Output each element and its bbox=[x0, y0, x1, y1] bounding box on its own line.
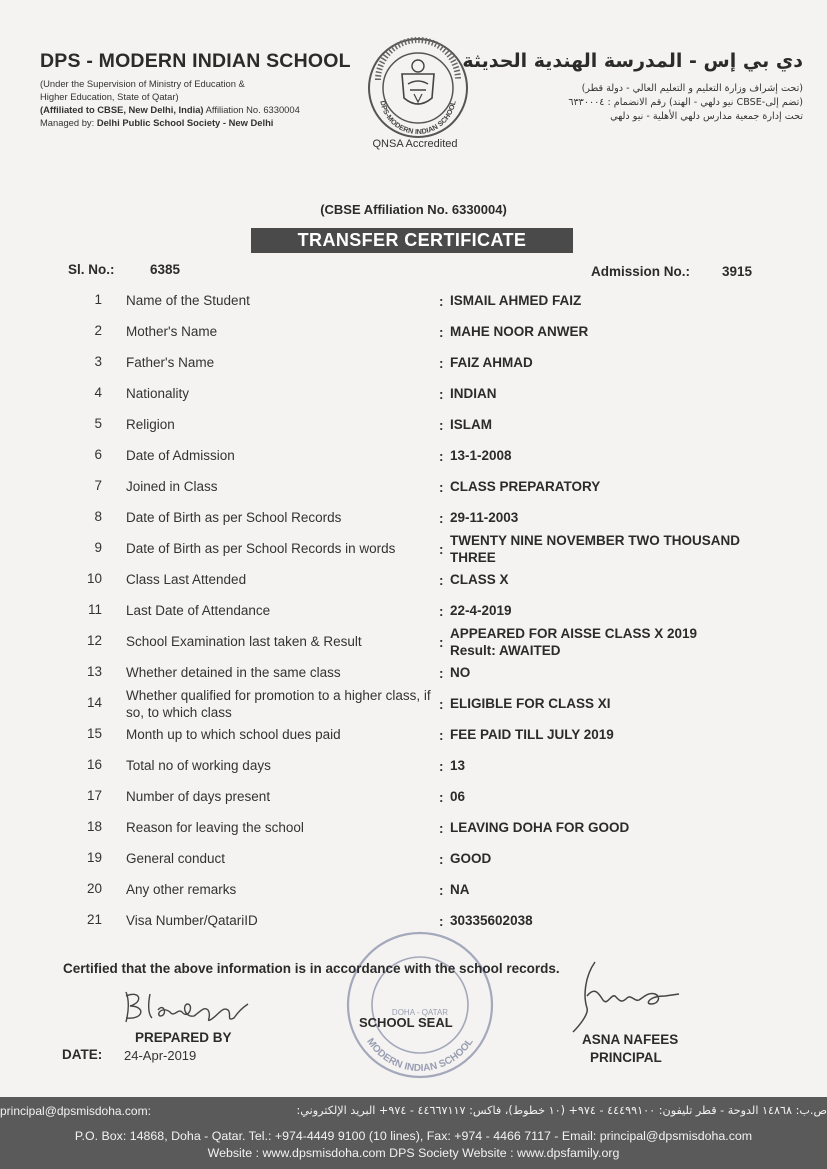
field-row bbox=[0, 625, 827, 656]
field-value: 13 bbox=[450, 758, 466, 773]
certification-statement: Certified that the above information is in accordance with the school records. bbox=[63, 961, 560, 976]
school-name-english: DPS - MODERN INDIAN SCHOOL bbox=[40, 50, 351, 72]
field-colon: : bbox=[439, 666, 444, 681]
serial-label: Sl. No.: bbox=[68, 262, 115, 277]
field-label: Date of Birth as per School Records in words bbox=[126, 541, 396, 556]
field-value: GOOD bbox=[450, 851, 492, 866]
affiliation-line bbox=[40, 103, 360, 116]
field-colon: : bbox=[439, 852, 444, 867]
field-label: Class Last Attended bbox=[126, 572, 247, 587]
field-value: 22-4-2019 bbox=[450, 603, 512, 618]
field-number: 11 bbox=[87, 602, 102, 617]
footer-arabic-address: ص.ب: ١٤٨٦٨ الدوحة - قطر تليفون: ٤٤٤٩٩١٠٠ - ٩٧٤+ (١٠ خطوط)، فاكس: ٤٤٦٦٧١١٧ - ٩٧٤+ البريد الإلكتروني: bbox=[296, 1104, 827, 1117]
field-value: NO bbox=[450, 665, 471, 680]
field-colon: : bbox=[439, 325, 444, 340]
field-number: 9 bbox=[94, 540, 102, 555]
certificate-title: TRANSFER CERTIFICATE bbox=[251, 228, 573, 253]
managed-society: Delhi Public School Society - New Delhi bbox=[96, 117, 274, 128]
field-label: Any other remarks bbox=[126, 882, 237, 897]
managed-by-line bbox=[40, 116, 360, 129]
field-label: Reason for leaving the school bbox=[126, 820, 304, 835]
field-number: 14 bbox=[86, 695, 102, 710]
field-value: FEE PAID TILL JULY 2019 bbox=[450, 727, 614, 742]
field-number: 19 bbox=[86, 850, 102, 865]
field-value: 30335602038 bbox=[450, 913, 533, 928]
field-label: Name of the Student bbox=[126, 293, 250, 308]
arabic-line-1: (تحت إشراف وزارة التعليم و التعليم العالي - دولة قطر) bbox=[581, 83, 803, 94]
field-value: FAIZ AHMAD bbox=[450, 355, 533, 370]
issue-date: 24-Apr-2019 bbox=[124, 1048, 197, 1063]
field-row bbox=[0, 377, 827, 408]
field-number: 6 bbox=[94, 447, 102, 462]
arabic-line-3: تحت إدارة جمعية مدارس دلهي الأهلية - نيو دلهي bbox=[610, 111, 803, 122]
field-value: CLASS PREPARATORY bbox=[450, 479, 601, 494]
field-colon: : bbox=[439, 542, 444, 557]
field-colon: : bbox=[439, 480, 444, 495]
field-label: Mother's Name bbox=[126, 324, 218, 339]
field-row bbox=[0, 532, 827, 563]
field-value: ISLAM bbox=[450, 417, 492, 432]
seal-city-text: DOHA - QATAR bbox=[391, 1008, 449, 1017]
field-value: 06 bbox=[450, 789, 466, 804]
field-value: INDIAN bbox=[450, 386, 497, 401]
header-english bbox=[40, 50, 360, 129]
field-colon: : bbox=[439, 914, 444, 929]
field-row bbox=[0, 284, 827, 315]
field-colon: : bbox=[439, 728, 444, 743]
footer-band bbox=[0, 1097, 827, 1169]
exam-taken: APPEARED FOR AISSE CLASS X 2019 bbox=[450, 626, 698, 641]
field-value bbox=[450, 625, 780, 659]
field-number: 3 bbox=[94, 354, 102, 369]
field-label: Father's Name bbox=[126, 355, 215, 370]
field-label: Last Date of Attendance bbox=[126, 603, 271, 618]
footer-website-line: Website : www.dpsmisdoha.com DPS Society Website : www.dpsfamily.org bbox=[207, 1146, 620, 1160]
field-value: ISMAIL AHMED FAIZ bbox=[450, 293, 582, 308]
logo-ring-text: DPS-MODERN INDIAN SCHOOL bbox=[378, 99, 458, 137]
field-value: 13-1-2008 bbox=[450, 448, 512, 463]
admission-number: 3915 bbox=[722, 264, 753, 279]
field-number: 7 bbox=[94, 478, 102, 493]
field-number: 17 bbox=[86, 788, 102, 803]
field-label: Joined in Class bbox=[126, 479, 218, 494]
field-label: Visa Number/QatariID bbox=[126, 913, 258, 928]
supervision-line-1: (Under the Supervision of Ministry of Education & bbox=[40, 78, 245, 89]
cbse-affiliation: (CBSE Affiliation No. 6330004) bbox=[320, 202, 507, 217]
field-label: Date of Birth as per School Records bbox=[126, 510, 342, 525]
field-colon: : bbox=[439, 790, 444, 805]
field-number: 12 bbox=[86, 633, 102, 648]
field-label: Number of days present bbox=[126, 789, 271, 804]
field-label: Whether detained in the same class bbox=[126, 665, 341, 680]
field-row bbox=[0, 749, 827, 780]
field-label: Month up to which school dues paid bbox=[126, 727, 341, 742]
field-colon: : bbox=[439, 821, 444, 836]
field-row bbox=[0, 408, 827, 439]
managed-prefix: Managed by: bbox=[40, 117, 97, 128]
date-label: DATE: bbox=[62, 1047, 103, 1062]
field-label: Whether qualified for promotion to a higher class, if so, to which class bbox=[126, 688, 431, 720]
field-row bbox=[0, 687, 827, 718]
field-row bbox=[0, 656, 827, 687]
qnsa-accredited: QNSA Accredited bbox=[372, 138, 458, 150]
certificate-fields bbox=[0, 284, 827, 935]
field-row bbox=[0, 811, 827, 842]
field-row bbox=[0, 501, 827, 532]
field-value: LEAVING DOHA FOR GOOD bbox=[450, 820, 630, 835]
field-row bbox=[0, 718, 827, 749]
field-value: NA bbox=[450, 882, 470, 897]
affiliation-bold: (Affiliated to CBSE, New Delhi, India) bbox=[40, 104, 204, 115]
prepared-by-label: PREPARED BY bbox=[135, 1030, 232, 1045]
exam-result: Result: AWAITED bbox=[450, 643, 561, 658]
field-number: 20 bbox=[86, 881, 102, 896]
field-number: 15 bbox=[86, 726, 102, 741]
field-colon: : bbox=[439, 387, 444, 402]
field-number: 16 bbox=[86, 757, 102, 772]
field-colon: : bbox=[439, 759, 444, 774]
school-name-arabic: دي بي إس - المدرسة الهندية الحديثة bbox=[462, 50, 803, 72]
field-row bbox=[0, 873, 827, 904]
field-row bbox=[0, 439, 827, 470]
supervision-line-2: Higher Education, State of Qatar) bbox=[40, 91, 179, 102]
seal-ring-text: MODERN INDIAN SCHOOL bbox=[364, 1036, 476, 1075]
field-value: ELIGIBLE FOR CLASS XI bbox=[450, 696, 611, 711]
arabic-line-2: (تضم إلى-CBSE نيو دلهي - الهند) رقم الانضمام : ٦٣٣٠٠٠٤ bbox=[568, 97, 803, 108]
field-row bbox=[0, 594, 827, 625]
field-row bbox=[0, 780, 827, 811]
field-row bbox=[0, 346, 827, 377]
school-logo-icon bbox=[366, 36, 470, 140]
field-row bbox=[0, 470, 827, 501]
field-colon: : bbox=[439, 573, 444, 588]
field-row bbox=[0, 315, 827, 346]
field-label: Nationality bbox=[126, 386, 190, 401]
field-number: 18 bbox=[86, 819, 102, 834]
principal-name: ASNA NAFEES bbox=[582, 1032, 679, 1047]
field-value: CLASS X bbox=[450, 572, 509, 587]
principal-title: PRINCIPAL bbox=[590, 1050, 662, 1065]
field-row bbox=[0, 563, 827, 594]
field-number: 13 bbox=[86, 664, 102, 679]
principal-signature bbox=[555, 956, 685, 1036]
affiliation-number: Affiliation No. 6330004 bbox=[203, 104, 300, 115]
field-row bbox=[0, 842, 827, 873]
field-number: 21 bbox=[86, 912, 102, 927]
field-colon: : bbox=[439, 511, 444, 526]
field-colon: : bbox=[439, 635, 444, 650]
field-number: 2 bbox=[94, 323, 102, 338]
school-seal-label: SCHOOL SEAL bbox=[359, 1015, 453, 1030]
field-number: 4 bbox=[94, 385, 102, 400]
field-label: Date of Admission bbox=[126, 448, 235, 463]
field-value: 29-11-2003 bbox=[450, 510, 519, 525]
field-colon: : bbox=[439, 449, 444, 464]
field-label: Religion bbox=[126, 417, 175, 432]
field-colon: : bbox=[439, 883, 444, 898]
serial-number: 6385 bbox=[150, 262, 181, 277]
preparer-signature bbox=[118, 982, 258, 1032]
field-label: Total no of working days bbox=[126, 758, 271, 773]
footer-email-fragment: principal@dpsmisdoha.com: bbox=[0, 1104, 151, 1118]
field-colon: : bbox=[439, 356, 444, 371]
field-colon: : bbox=[439, 418, 444, 433]
footer-contact-line: P.O. Box: 14868, Doha - Qatar. Tel.: +974-4449 9100 (10 lines), Fax: +974 - 4466 7117 - Email: principal@dpsmisdoha.com bbox=[74, 1129, 753, 1143]
admission-label: Admission No.: bbox=[591, 264, 691, 279]
field-number: 1 bbox=[94, 292, 102, 307]
svg-text:MODERN INDIAN SCHOOL bbox=[364, 1036, 475, 1074]
field-number: 10 bbox=[86, 571, 102, 586]
field-label: General conduct bbox=[126, 851, 226, 866]
field-number: 8 bbox=[94, 509, 102, 524]
field-colon: : bbox=[439, 294, 444, 309]
field-label: School Examination last taken & Result bbox=[126, 634, 362, 649]
header-arabic bbox=[462, 50, 803, 124]
field-value: TWENTY NINE NOVEMBER TWO THOUSAND THREE bbox=[450, 533, 740, 565]
field-colon: : bbox=[439, 697, 444, 712]
field-number: 5 bbox=[94, 416, 102, 431]
school-seal-stamp bbox=[340, 925, 500, 1085]
field-value: MAHE NOOR ANWER bbox=[450, 324, 589, 339]
field-colon: : bbox=[439, 604, 444, 619]
